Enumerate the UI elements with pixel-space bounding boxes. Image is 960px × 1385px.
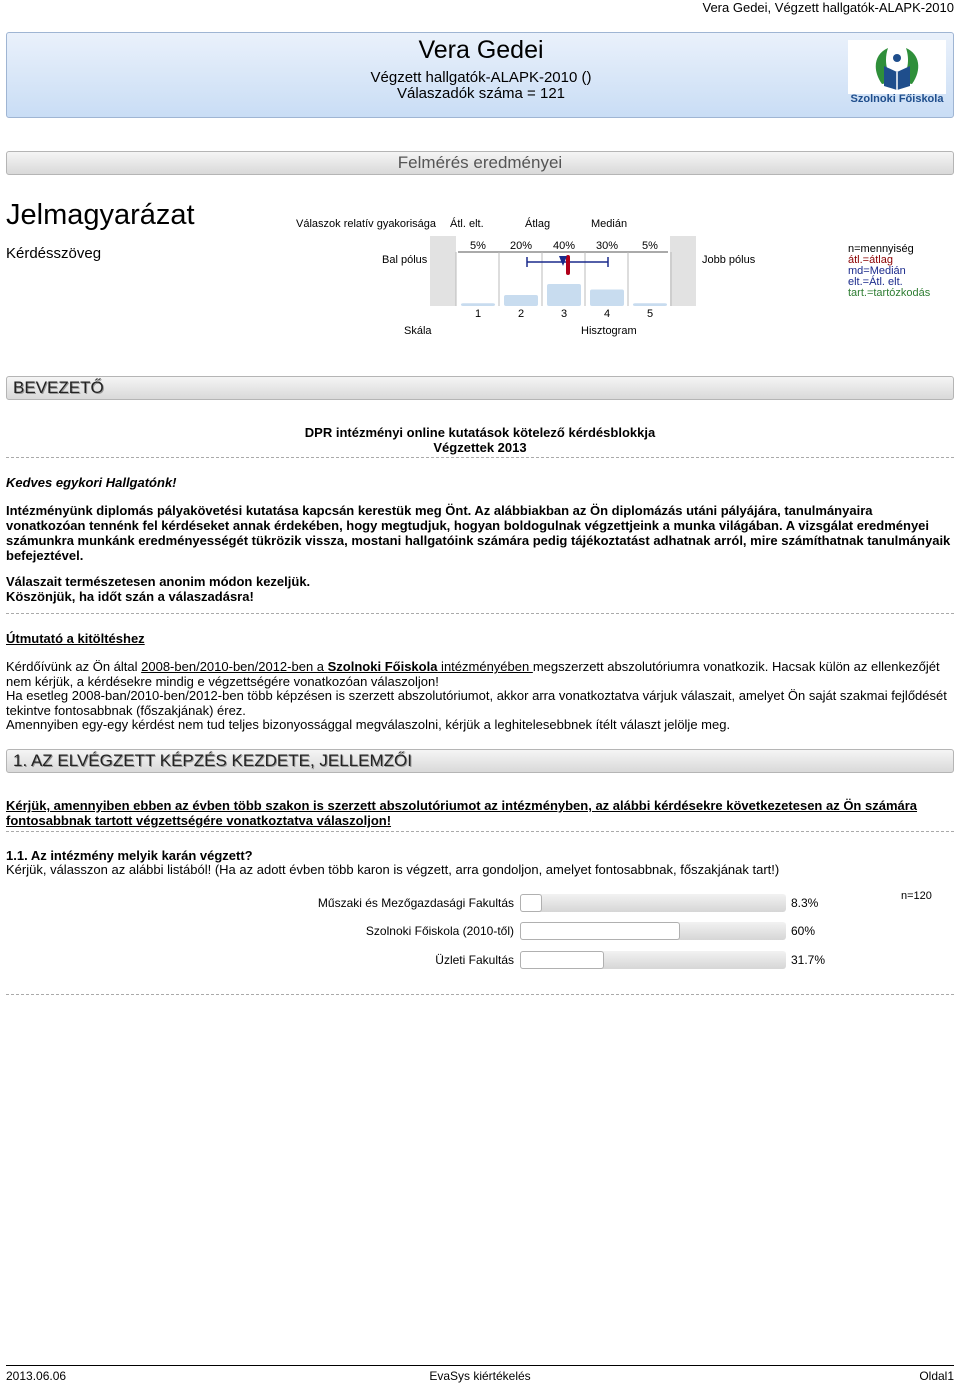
answer-percent: 31.7% (791, 953, 826, 967)
guide-paragraph-3: Amennyiben egy-egy kérdést nem tud teljes bizonyossággal megválaszolni, kérjük a leghitelesebbnek ítélt választ jelölje meg. (6, 717, 731, 732)
answer-bar-fill (520, 951, 604, 969)
divider (6, 613, 954, 614)
legend-percent-label: 5% (470, 240, 486, 252)
legend-percent-label: 5% (642, 240, 658, 252)
logo-text: Szolnoki Főiskola (850, 93, 944, 105)
guide-years: 2008-ben/2010-ben/2012-ben a (141, 659, 328, 674)
legend-scale-number: 1 (474, 308, 482, 320)
answer-label: Műszaki és Mezőgazdasági Fakultás (317, 896, 514, 910)
legend-histogram (430, 236, 700, 326)
legend-deviation-label: Átl. elt. (450, 218, 484, 230)
guide-text-rest: megszerzett abszolutóriumra vonatkozik. Hacsak külön az ellenkezőjét nem kérjük, a kérdésekre mindig e végzettségére vonatkozóan válaszoljon! (6, 659, 940, 689)
legend-key-mean: átl.=átlag (848, 254, 893, 266)
answer-label: Szolnoki Főiskola (2010-től) (365, 924, 514, 938)
header-box (6, 32, 954, 118)
logo-emblem-icon (848, 40, 946, 94)
answer-percent: 60% (791, 924, 816, 938)
legend-histogram-bar (504, 295, 538, 306)
question-n: n=120 (901, 890, 932, 902)
intro-greeting: Kedves egykori Hallgatónk! (6, 475, 177, 490)
answer-bar-fill (520, 922, 680, 940)
legend-question-text: Kérdésszöveg (6, 245, 102, 262)
legend-mean-label: Átlag (525, 218, 551, 230)
legend-mean-marker (566, 255, 570, 275)
legend-percent-label: 40% (552, 240, 576, 252)
divider (6, 831, 954, 832)
question-title: 1.1. Az intézmény melyik karán végzett? (6, 848, 253, 863)
legend-histogram-bar (461, 303, 495, 306)
legend-key (848, 244, 930, 299)
legend-histogram-bar (633, 303, 667, 306)
intro-paragraph: Intézményünk diplomás pályakövetési kutatása kapcsán kerestük meg Önt. Az alábbiakban az Ön diplomázás utáni pályájára, tanulmányaira vonatkozóan tennénk fel kérdéseket annak érdekében, hogy megtudjuk, hogyan boldogulnak végzettjeink a munka világában. A vizsgálat eredményei számunkra munkánk eredményességét tükrözik vissza, mostani hallgatóink számára pedig tájékoztatást adhatnak arról, mire számíthatnak tanulmányaik befejeztével. (6, 503, 951, 563)
answer-bar-track (520, 922, 786, 940)
legend-key-n: n=mennyiség (848, 243, 914, 255)
legend-key-dev: elt.=Átl. elt. (848, 276, 903, 288)
answer-label: Üzleti Fakultás (435, 953, 514, 967)
guide-institution-suffix: intézményében (437, 659, 533, 674)
intro-block-subtitle: Végzettek 2013 (433, 440, 527, 455)
results-section-bar: Felmérés eredményei (6, 151, 954, 175)
divider (6, 994, 954, 995)
legend-title: Jelmagyarázat (6, 199, 195, 231)
legend-scale-number: 3 (560, 308, 568, 320)
divider (6, 457, 954, 458)
institution-logo (848, 40, 946, 110)
intro-section-bar: BEVEZETŐ (6, 376, 954, 400)
legend-histogram-bar (590, 290, 624, 307)
guide-paragraph-2: Ha esetleg 2008-ban/2010-ben/2012-ben több képzésen is szerzett abszolutóriumot, akkor arra vonatkoztatva várjuk válaszait, amelyet Ön saját szakmai fejlődését tekintve fontosabbnak (főszakjának) érez. (6, 688, 947, 718)
question-text: Kérjük, válasszon az alábbi listából! (Ha az adott évben több karon is végzett, arra gondoljon, amelyet fontosabbnak, főszakjának tart!) (6, 862, 780, 877)
intro-block-title: DPR intézményi online kutatások kötelező kérdésblokkja (304, 425, 656, 440)
footer-line (6, 1365, 954, 1366)
answer-bar-fill (520, 894, 542, 912)
footer-page: Oldal1 (919, 1369, 954, 1383)
guide-text: Kérdőívünk az Ön által (6, 659, 142, 674)
answer-bar-track (520, 894, 786, 912)
section1-instruction: Kérjük, amennyiben ebben az évben több szakon is szerzett abszolutóriumot az intézményben, az alábbi kérdésekre következetesen az Ön számára fontosabbnak tartott végzettségére vonatkoztatva válaszoljon! (6, 798, 918, 828)
header-respondents: Válaszadók száma = 121 (396, 85, 566, 102)
legend-left-pole: Bal pólus (382, 254, 428, 266)
guide-title: Útmutató a kitöltéshez (6, 631, 145, 646)
legend-histogram-bar (547, 284, 581, 306)
legend-median-marker (559, 256, 567, 266)
legend-scale-number: 2 (517, 308, 525, 320)
section1-bar: 1. AZ ELVÉGZETT KÉPZÉS KEZDETE, JELLEMZŐI (6, 749, 954, 773)
legend-histogram-label: Hisztogram (581, 325, 637, 337)
footer-date: 2013.06.06 (6, 1369, 67, 1383)
footer-center: EvaSys kiértékelés (429, 1369, 531, 1383)
guide-paragraph-1 (6, 659, 954, 689)
legend-frequency-label: Válaszok relatív gyakorisága (296, 218, 437, 230)
legend-median-label: Medián (591, 218, 628, 230)
header-name: Vera Gedei (418, 36, 544, 64)
legend-percent-label: 30% (595, 240, 619, 252)
answer-percent: 8.3% (791, 896, 819, 910)
legend-key-abstain: tart.=tartózkodás (848, 287, 931, 299)
legend-scale-label: Skála (404, 325, 432, 337)
running-title: Vera Gedei, Végzett hallgatók-ALAPK-2010 (702, 0, 954, 15)
legend-scale-number: 4 (603, 308, 611, 320)
legend-scale-number: 5 (646, 308, 654, 320)
intro-anonymity: Válaszait természetesen anonim módon kezeljük. (6, 574, 311, 589)
legend-percent-label: 20% (509, 240, 533, 252)
legend-key-median: md=Medián (848, 265, 906, 277)
answer-bar-track (520, 951, 786, 969)
legend-right-pole: Jobb pólus (702, 254, 756, 266)
guide-institution: Szolnoki Főiskola (327, 659, 438, 674)
intro-thanks: Köszönjük, ha időt szán a válaszadásra! (6, 589, 254, 604)
header-survey: Végzett hallgatók-ALAPK-2010 () (370, 69, 592, 86)
